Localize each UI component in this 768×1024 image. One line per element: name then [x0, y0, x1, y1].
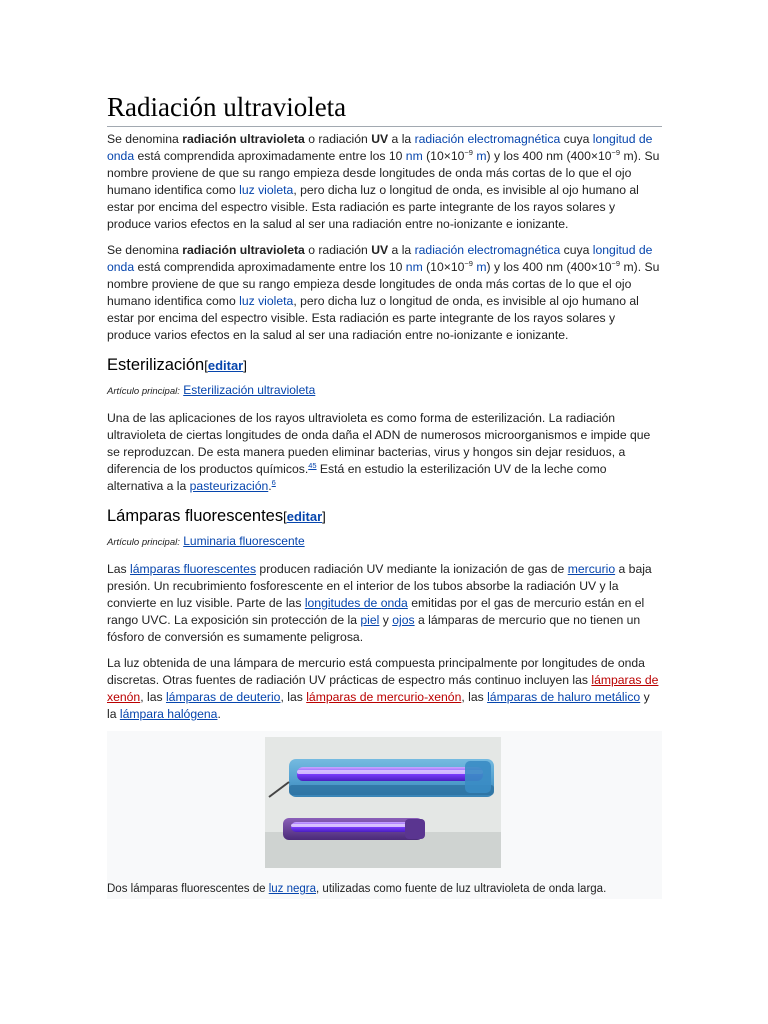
- link-m[interactable]: m: [476, 149, 487, 163]
- hatnote: Artículo principal: Esterilización ultravioleta: [107, 383, 316, 397]
- large-uv-lamp: [289, 759, 494, 797]
- link-lamparas-de-deuterio[interactable]: lámparas de deuterio: [165, 690, 281, 704]
- redlink-lamparas-mercurio-xenon[interactable]: lámparas de mercurio-xenón: [306, 690, 462, 704]
- edit-section-link: [editar]: [283, 509, 326, 524]
- link-radiacion-electromagnetica[interactable]: radiación electromagnética: [414, 243, 561, 257]
- link-luz-violeta[interactable]: luz violeta: [239, 294, 294, 308]
- link-luminaria-fluorescente[interactable]: Luminaria fluorescente: [183, 534, 305, 548]
- link-pasteurizacion[interactable]: pasteurización: [189, 479, 269, 493]
- section-heading-lamparas: Lámparas fluorescentes[editar]: [107, 507, 326, 525]
- small-uv-lamp: [283, 818, 425, 840]
- link-longitudes-de-onda[interactable]: longitudes de onda: [304, 596, 408, 610]
- link-longitud-de-onda[interactable]: longitud de onda: [107, 243, 653, 274]
- hatnote: Artículo principal: Luminaria fluorescente: [107, 534, 305, 548]
- link-piel[interactable]: piel: [360, 613, 380, 627]
- intro-paragraph-repeat: Se denomina radiación ultravioleta o radiación UV a la radiación electromagnética cuya longitud de onda está comprendida aproximadamente entre los 10 nm ($10\times 10^{-9}$ m) y los 400 nm ($400\times 10^{-9}$ m). Su nombre proviene de que su rango empieza desde longitudes de onda más cortas de lo que el ojo humano identifica como luz violeta, pero dicha luz o longitud de onda, es invisible al ojo humano al estar por encima del espectro visible. Esta radiación es parte integrante de los rayos solares y produce varios efectos en la salud al ser una radiación entre no-ionizante e ionizante.: [107, 243, 660, 342]
- link-m[interactable]: m: [476, 260, 487, 274]
- edit-link[interactable]: editar: [286, 509, 323, 524]
- link-longitud-de-onda[interactable]: longitud de onda: [107, 132, 653, 163]
- redlink-lamparas-de-xenon[interactable]: lámparas de xenón: [107, 673, 659, 704]
- uv-lamps-image: [265, 737, 501, 868]
- reference-link[interactable]: 6: [271, 477, 276, 487]
- link-nm[interactable]: nm: [405, 260, 423, 274]
- figure-caption: Dos lámparas fluorescentes de luz negra, utilizadas como fuente de luz ultravioleta de onda larga.: [107, 883, 607, 895]
- link-lamparas-fluorescentes[interactable]: lámparas fluorescentes: [130, 562, 257, 576]
- section-heading-esterilizacion: Esterilización[editar]: [107, 356, 247, 374]
- link-ojos[interactable]: ojos: [392, 613, 415, 627]
- figure: [107, 731, 662, 899]
- link-esterilizacion-ultravioleta[interactable]: Esterilización ultravioleta: [183, 383, 316, 397]
- article: [107, 90, 662, 899]
- page-title: Radiación ultravioleta: [107, 90, 662, 127]
- edit-section-link: [editar]: [204, 358, 247, 373]
- uv-lamps-photo[interactable]: [265, 737, 501, 868]
- edit-link[interactable]: editar: [207, 358, 244, 373]
- esterilizacion-paragraph: Una de las aplicaciones de los rayos ultravioleta es como forma de esterilización. La radiación ultravioleta de ciertas longitudes de onda daña el ADN de numerosos microorganismos e impide que se reproduzcan. De esta manera pueden eliminar bacterias, virus y hongos sin dejar residuos, a diferencia de los productos químicos.$^{45}$ Está en estudio la esterilización UV de la leche como alternativa a la pasteurización.$^6$: [107, 411, 651, 493]
- link-radiacion-electromagnetica[interactable]: radiación electromagnética: [414, 132, 561, 146]
- reference-link[interactable]: 45: [308, 460, 317, 470]
- link-luz-negra[interactable]: luz negra: [268, 883, 317, 895]
- link-mercurio[interactable]: mercurio: [567, 562, 616, 576]
- intro-paragraph: Se denomina radiación ultravioleta o radiación UV a la radiación electromagnética cuya longitud de onda está comprendida aproximadamente entre los 10 nm ($10\times 10^{-9}$ m) y los 400 nm ($400\times 10^{-9}$ m). Su nombre proviene de que su rango empieza desde longitudes de onda más cortas de lo que el ojo humano identifica como luz violeta, pero dicha luz o longitud de onda, es invisible al ojo humano al estar por encima del espectro visible. Esta radiación es parte integrante de los rayos solares y produce varios efectos en la salud al ser una radiación entre no-ionizante e ionizante.: [107, 132, 660, 231]
- link-luz-violeta[interactable]: luz violeta: [239, 183, 294, 197]
- fuentes-paragraph: La luz obtenida de una lámpara de mercurio está compuesta principalmente por longitudes de onda discretas. Otras fuentes de radiación UV prácticas de espectro más continuo incluyen las lámparas de xenón, las lámparas de deuterio, las lámparas de mercurio-xenón, las lámparas de haluro metálico y la lámpara halógena.: [107, 656, 659, 721]
- link-lamparas-haluro-metalico[interactable]: lámparas de haluro metálico: [487, 690, 641, 704]
- link-nm[interactable]: nm: [405, 149, 423, 163]
- lamparas-paragraph: Las lámparas fluorescentes producen radiación UV mediante la ionización de gas de mercurio a baja presión. Un recubrimiento fosforescente en el interior de los tubos absorbe la radiación UV y la convierte en luz visible. Parte de las longitudes de onda emitidas por el gas de mercurio están en el rango UVC. La exposición sin protección de la piel y ojos a lámparas de mercurio que no tienen un fósforo de conversión es sumamente peligrosa.: [107, 562, 652, 644]
- link-lampara-halogena[interactable]: lámpara halógena: [119, 707, 218, 721]
